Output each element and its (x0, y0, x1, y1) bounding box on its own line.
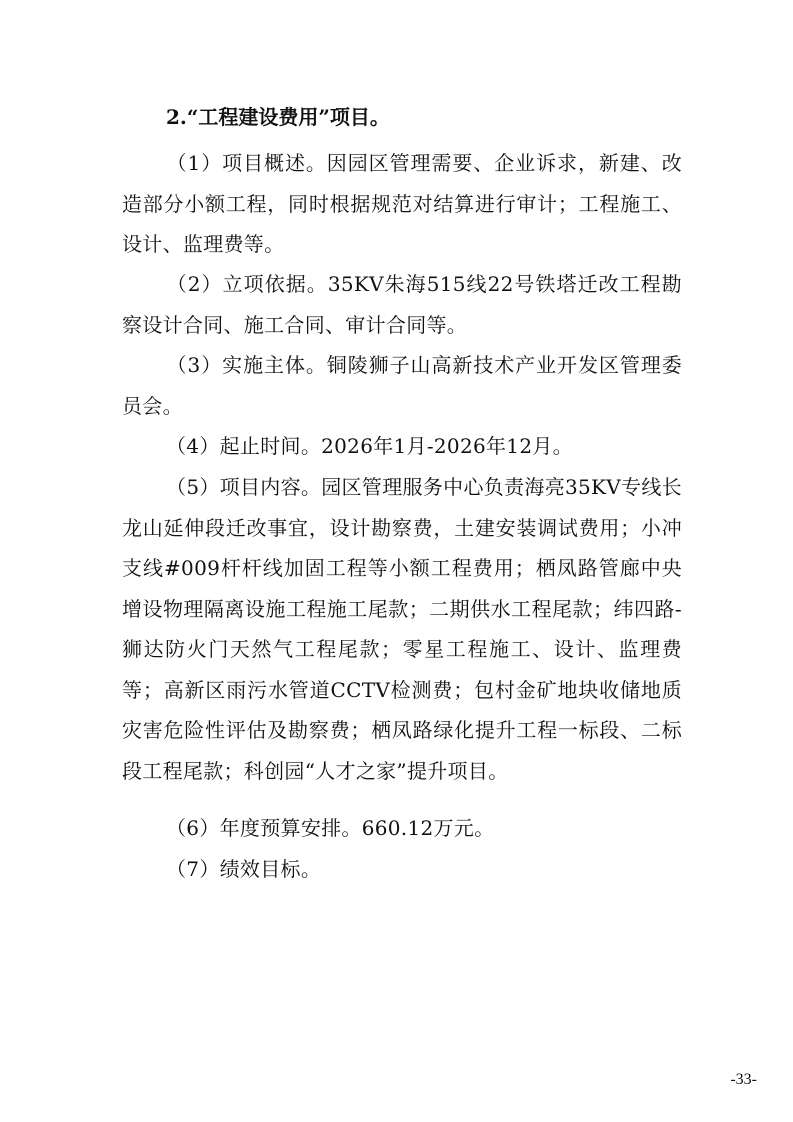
paragraph-budget (122, 808, 682, 849)
paragraph-text: （7）绩效目标。 (166, 857, 322, 881)
paragraph-content (122, 467, 682, 791)
paragraph-text: （4）起止时间。2026年1月-2026年12月。 (166, 434, 573, 458)
paragraph-text: （6）年度预算安排。660.12万元。 (166, 816, 495, 840)
paragraph-basis (122, 264, 682, 345)
paragraph-text: （2）立项依据。35KV朱海515线22号铁塔迁改工程勘察设计合同、施工合同、审计合同等。 (122, 272, 682, 337)
section-heading: 2.“工程建设费用”项目。 (166, 105, 390, 129)
paragraph-text: （3）实施主体。铜陵狮子山高新技术产业开发区管理委员会。 (122, 353, 682, 418)
paragraph-period (122, 426, 682, 467)
page-number: -33- (730, 1071, 757, 1088)
paragraph-implementer (122, 345, 682, 426)
paragraph-text: （1）项目概述。因园区管理需要、企业诉求，新建、改造部分小额工程，同时根据规范对结算进行审计；工程施工、设计、监理费等。 (122, 151, 682, 256)
paragraph-goals (122, 849, 682, 890)
paragraph-text: （5）项目内容。园区管理服务中心负责海亮35KV专线长龙山延伸段迁改事宜，设计勘察费，土建安装调试费用；小冲支线#009杆杆线加固工程等小额工程费用；栖凤路管廊中央增设物理隔离设施工程施工尾款；二期供水工程尾款；纬四路-狮达防火门天然气工程尾款；零星工程施工、设计、监理费等；高新区雨污水管道CCTV检测费；包村金矿地块收储地质灾害危险性评估及勘察费；栖凤路绿化提升工程一标段、二标段工程尾款；科创园“人才之家”提升项目。 (122, 475, 682, 783)
paragraph-overview (122, 143, 682, 265)
